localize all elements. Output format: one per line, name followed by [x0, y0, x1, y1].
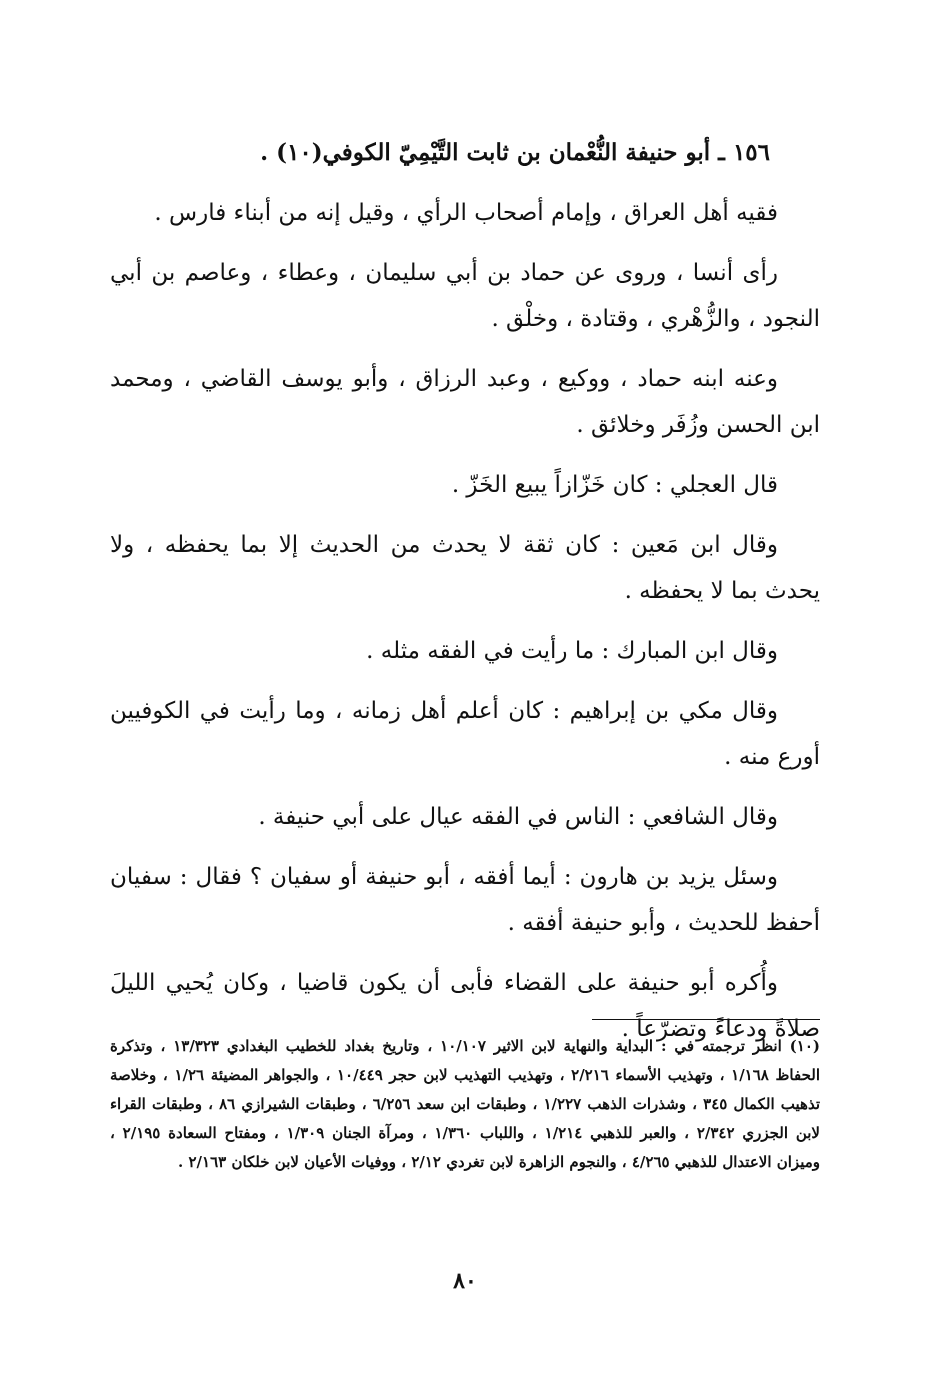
footnote-divider	[592, 1019, 820, 1020]
paragraph: رأى أنسا ، وروى عن حماد بن أبي سليمان ، وعطاء ، وعاصم بن أبي النجود ، والزُّهْري ، وقتادة ، وخلْق .	[110, 260, 820, 332]
footnote-text: (١٠) انظر ترجمته في : البداية والنهاية لابن الاثير ١٠/١٠٧ ، وتاريخ بغداد للخطيب البغدادي ١٣/٣٢٣ ، وتذكرة الحفاظ ١/١٦٨ ، وتهذيب الأسماء ٢/٢١٦ ، وتهذيب التهذيب لابن حجر ١٠/٤٤٩ ، والجواهر المضيئة ١/٢٦ ، وخلاصة تذهيب الكمال ٣٤٥ ، وشذرات الذهب ١/٢٢٧ ، وطبقات ابن سعد ٦/٢٥٦ ، وطبقات الشيرازي ٨٦ ، وطبقات القراء لابن الجزري ٢/٣٤٢ ، والعبر للذهبي ١/٢١٤ ، واللباب ١/٣٦٠ ، ومرآة الجنان ١/٣٠٩ ، ومفتاح السعادة ٢/١٩٥ ، وميزان الاعتدال للذهبي ٤/٢٦٥ ، والنجوم الزاهرة لابن تغردي ٢/١٢ ، ووفيات الأعيان لابن خلكان ٢/١٦٣ .	[110, 1037, 820, 1171]
footnote	[110, 1032, 820, 1177]
paragraph: وعنه ابنه حماد ، ووكيع ، وعبد الرزاق ، وأبو يوسف القاضي ، ومحمد ابن الحسن وزُفَر وخلائق .	[110, 366, 820, 438]
paragraph: وقال الشافعي : الناس في الفقه عيال على أبي حنيفة .	[258, 804, 778, 830]
page-number: ٨٠	[453, 1268, 477, 1294]
paragraph: فقيه أهل العراق ، وإمام أصحاب الرأي ، وقيل إنه من أبناء فارس .	[154, 200, 778, 226]
paragraph: وقال ابن المبارك : ما رأيت في الفقه مثله .	[366, 638, 778, 664]
paragraph: وقال مكي بن إبراهيم : كان أعلم أهل زمانه ، وما رأيت في الكوفيين أورع منه .	[110, 698, 820, 770]
paragraph: وسئل يزيد بن هارون : أيما أفقه ، أبو حنيفة أو سفيان ؟ فقال : سفيان أحفظ للحديث ، وأبو حنيفة أفقه .	[110, 864, 820, 936]
main-text	[110, 130, 820, 1066]
entry-heading: ١٥٦ ـ أبو حنيفة النُّعْمان بن ثابت التَّيْمِيّ الكوفي(١٠) .	[260, 139, 770, 166]
paragraph: وأُكره أبو حنيفة على القضاء فأبى أن يكون قاضيا ، وكان يُحيي الليلَ صلاةً ودعاءً وتضرّعاً .	[110, 970, 820, 1042]
paragraph: قال العجلي : كان خَزّازاً يبيع الخَزّ .	[451, 472, 778, 498]
paragraph: وقال ابن مَعين : كان ثقة لا يحدث من الحديث إلا بما يحفظه ، ولا يحدث بما لا يحفظه .	[110, 532, 820, 604]
